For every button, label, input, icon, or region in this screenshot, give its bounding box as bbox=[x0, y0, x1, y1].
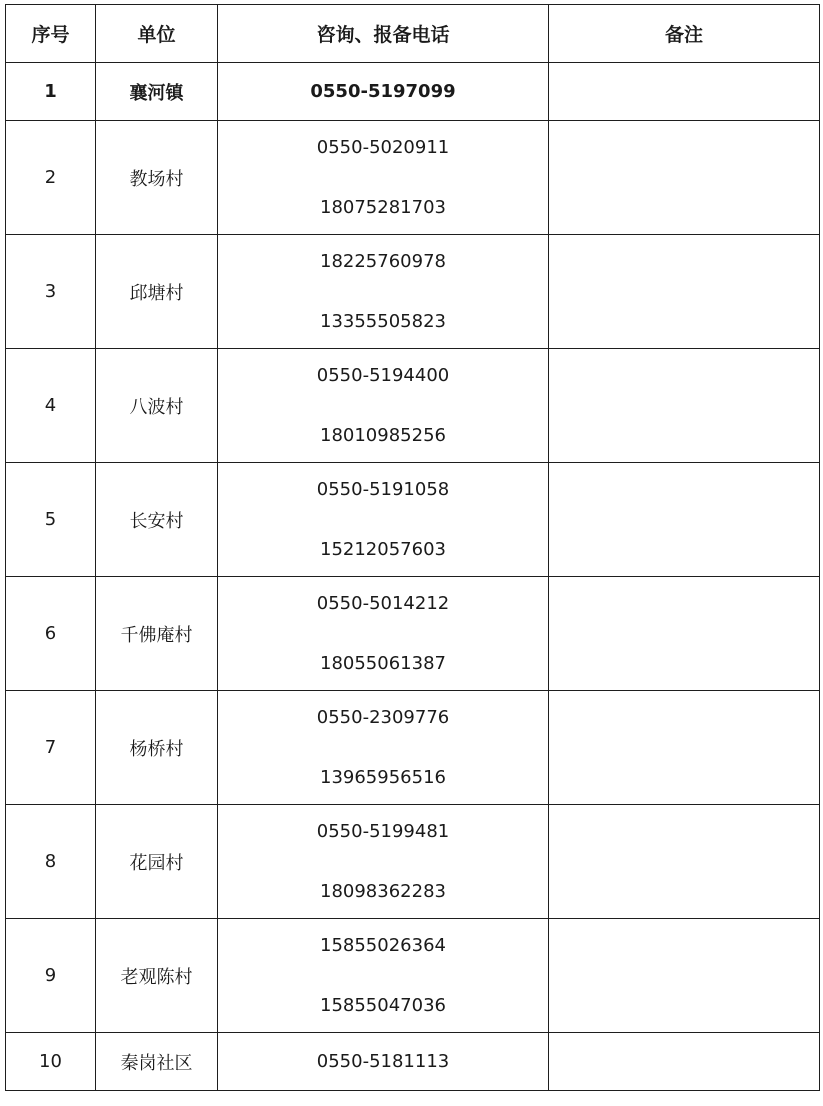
phone-number: 15212057603 bbox=[320, 538, 446, 560]
cell-note bbox=[549, 919, 820, 1033]
table-row bbox=[6, 63, 820, 121]
cell-serial-number: 10 bbox=[6, 1033, 96, 1091]
table-row bbox=[6, 577, 820, 691]
cell-unit: 长安村 bbox=[96, 463, 218, 577]
cell-note bbox=[549, 235, 820, 349]
cell-phone: 0550-5197099 bbox=[218, 63, 549, 121]
cell-phone: 0550-5181113 bbox=[218, 1033, 549, 1091]
phone-number: 0550-5194400 bbox=[316, 364, 450, 386]
cell-phone bbox=[218, 577, 549, 691]
table-row bbox=[6, 1033, 820, 1091]
cell-note bbox=[549, 577, 820, 691]
cell-serial-number: 2 bbox=[6, 121, 96, 235]
table-row bbox=[6, 691, 820, 805]
header-serial-number: 序号 bbox=[6, 5, 96, 63]
header-unit: 单位 bbox=[96, 5, 218, 63]
table-row bbox=[6, 349, 820, 463]
cell-note bbox=[549, 1033, 820, 1091]
phone-number: 13355505823 bbox=[320, 310, 446, 332]
cell-unit: 邱塘村 bbox=[96, 235, 218, 349]
table-row bbox=[6, 463, 820, 577]
table-header-row bbox=[6, 5, 820, 63]
phone-number: 0550-5020911 bbox=[316, 136, 450, 158]
phone-number: 18098362283 bbox=[320, 880, 446, 902]
phone-number: 15855047036 bbox=[320, 994, 446, 1016]
cell-unit: 老观陈村 bbox=[96, 919, 218, 1033]
phone-number: 13965956516 bbox=[320, 766, 446, 788]
cell-serial-number: 1 bbox=[6, 63, 96, 121]
cell-phone bbox=[218, 235, 549, 349]
cell-phone bbox=[218, 349, 549, 463]
cell-serial-number: 3 bbox=[6, 235, 96, 349]
cell-phone bbox=[218, 691, 549, 805]
cell-phone bbox=[218, 805, 549, 919]
phone-number: 0550-2309776 bbox=[316, 706, 450, 728]
phone-number: 18055061387 bbox=[320, 652, 446, 674]
cell-phone bbox=[218, 919, 549, 1033]
header-note: 备注 bbox=[549, 5, 820, 63]
table-row bbox=[6, 805, 820, 919]
phone-number: 18075281703 bbox=[320, 196, 446, 218]
cell-serial-number: 4 bbox=[6, 349, 96, 463]
phone-number: 0550-5191058 bbox=[316, 478, 450, 500]
table-row bbox=[6, 121, 820, 235]
phone-number: 15855026364 bbox=[320, 934, 446, 956]
cell-note bbox=[549, 63, 820, 121]
cell-phone bbox=[218, 463, 549, 577]
cell-unit: 千佛庵村 bbox=[96, 577, 218, 691]
cell-note bbox=[549, 349, 820, 463]
cell-serial-number: 7 bbox=[6, 691, 96, 805]
cell-serial-number: 5 bbox=[6, 463, 96, 577]
cell-serial-number: 6 bbox=[6, 577, 96, 691]
table-row bbox=[6, 235, 820, 349]
phone-number: 0550-5014212 bbox=[316, 592, 450, 614]
cell-unit: 教场村 bbox=[96, 121, 218, 235]
cell-note bbox=[549, 805, 820, 919]
cell-phone bbox=[218, 121, 549, 235]
contact-table bbox=[5, 4, 820, 1091]
phone-number: 18010985256 bbox=[320, 424, 446, 446]
cell-note bbox=[549, 121, 820, 235]
cell-serial-number: 8 bbox=[6, 805, 96, 919]
cell-note bbox=[549, 463, 820, 577]
cell-unit: 杨桥村 bbox=[96, 691, 218, 805]
phone-number: 0550-5199481 bbox=[316, 820, 450, 842]
cell-unit: 八波村 bbox=[96, 349, 218, 463]
header-phone: 咨询、报备电话 bbox=[218, 5, 549, 63]
cell-unit: 襄河镇 bbox=[96, 63, 218, 121]
cell-serial-number: 9 bbox=[6, 919, 96, 1033]
cell-note bbox=[549, 691, 820, 805]
table-row bbox=[6, 919, 820, 1033]
cell-unit: 花园村 bbox=[96, 805, 218, 919]
phone-number: 18225760978 bbox=[320, 250, 446, 272]
cell-unit: 秦岗社区 bbox=[96, 1033, 218, 1091]
